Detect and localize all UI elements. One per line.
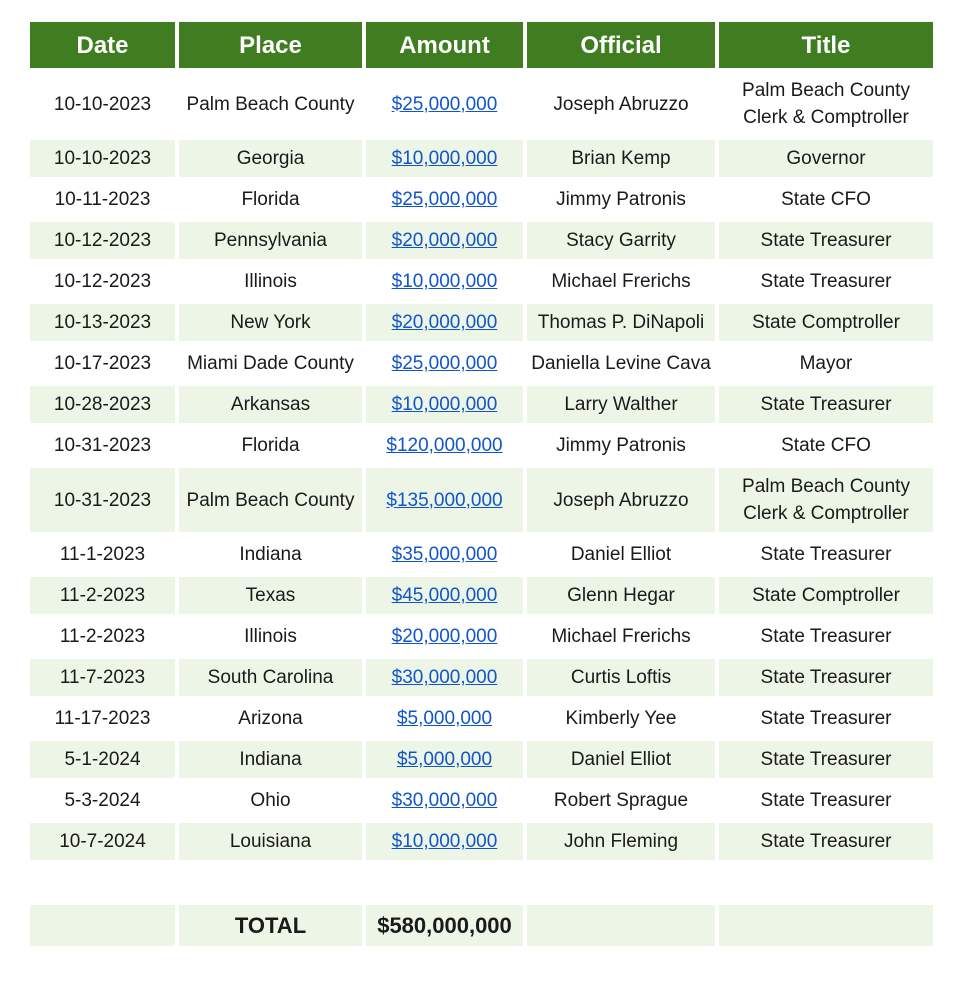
table-row <box>30 468 933 532</box>
amount-link[interactable]: $10,000,000 <box>391 394 498 415</box>
header-amount[interactable]: Amount <box>366 22 523 68</box>
place-cell[interactable]: South Carolina <box>179 659 362 696</box>
title-cell[interactable]: State Treasurer <box>760 626 892 647</box>
place-cell[interactable]: Florida <box>241 189 300 210</box>
official-cell[interactable]: Thomas P. DiNapoli <box>527 304 715 341</box>
amount-link[interactable]: $25,000,000 <box>391 189 498 210</box>
official-cell[interactable]: Stacy Garrity <box>527 222 715 259</box>
date-cell[interactable]: 5-3-2024 <box>64 790 141 811</box>
date-cell[interactable]: 10-12-2023 <box>30 222 175 259</box>
date-cell[interactable]: 10-13-2023 <box>30 304 175 341</box>
official-cell[interactable]: Kimberly Yee <box>565 708 677 729</box>
amount-cell[interactable] <box>366 222 523 259</box>
table-row <box>30 823 933 860</box>
official-cell[interactable]: Larry Walther <box>527 386 715 423</box>
amount-cell[interactable] <box>366 782 523 819</box>
amount-cell[interactable] <box>366 700 523 737</box>
date-cell[interactable]: 11-1-2023 <box>59 544 146 565</box>
amount-cell[interactable] <box>366 345 523 382</box>
amount-link[interactable]: $20,000,000 <box>391 626 498 647</box>
amount-cell[interactable] <box>366 659 523 696</box>
total-empty-cell[interactable] <box>30 905 175 946</box>
title-cell[interactable]: Governor <box>719 140 933 177</box>
official-cell[interactable]: Robert Sprague <box>553 790 689 811</box>
place-cell[interactable]: Arkansas <box>179 386 362 423</box>
place-cell[interactable]: Illinois <box>244 626 297 647</box>
header-place[interactable]: Place <box>179 22 362 68</box>
table-row <box>30 782 933 819</box>
official-cell[interactable]: Jimmy Patronis <box>556 435 686 456</box>
amount-link[interactable]: $10,000,000 <box>391 831 498 852</box>
amount-link[interactable]: $120,000,000 <box>386 435 503 456</box>
table-row <box>30 263 933 300</box>
amount-link[interactable]: $5,000,000 <box>396 749 493 770</box>
amount-cell[interactable] <box>366 741 523 778</box>
table-row <box>30 427 933 464</box>
title-cell[interactable]: State Treasurer <box>719 222 933 259</box>
title-cell[interactable]: State Treasurer <box>760 708 892 729</box>
table-row <box>30 659 933 696</box>
total-row <box>30 905 933 946</box>
amount-link[interactable]: $25,000,000 <box>391 353 498 374</box>
header-row <box>30 22 933 68</box>
table-row <box>30 577 933 614</box>
table-row <box>30 181 933 218</box>
date-cell[interactable]: 10-28-2023 <box>30 386 175 423</box>
date-cell[interactable]: 10-10-2023 <box>30 140 175 177</box>
total-empty-cell[interactable] <box>719 905 933 946</box>
date-cell[interactable]: 11-2-2023 <box>59 626 146 647</box>
title-cell[interactable]: Mayor <box>799 353 853 374</box>
header-official[interactable]: Official <box>527 22 715 68</box>
amount-link[interactable]: $45,000,000 <box>391 585 498 606</box>
amount-cell[interactable] <box>366 618 523 655</box>
place-cell[interactable]: Illinois <box>244 271 297 292</box>
date-cell[interactable]: 10-7-2024 <box>30 823 175 860</box>
amount-cell[interactable] <box>366 536 523 573</box>
official-cell[interactable]: Joseph Abruzzo <box>553 93 689 115</box>
official-cell[interactable]: Brian Kemp <box>527 140 715 177</box>
table-row <box>30 618 933 655</box>
title-cell[interactable] <box>719 72 933 136</box>
place-cell[interactable]: Miami Dade County <box>187 353 354 374</box>
table-row <box>30 72 933 136</box>
title-cell[interactable]: State Treasurer <box>719 659 933 696</box>
table-row <box>30 222 933 259</box>
date-cell[interactable]: 10-11-2023 <box>54 189 151 210</box>
official-cell[interactable]: Michael Frerichs <box>551 271 691 292</box>
table-row <box>30 345 933 382</box>
official-cell[interactable]: Jimmy Patronis <box>556 189 686 210</box>
title-text: Palm Beach County Clerk & Comptroller <box>742 80 910 128</box>
table-row <box>30 304 933 341</box>
amount-cell[interactable] <box>366 577 523 614</box>
amount-link[interactable]: $5,000,000 <box>396 708 493 729</box>
amount-cell[interactable] <box>366 427 523 464</box>
place-cell[interactable]: New York <box>179 304 362 341</box>
title-cell[interactable]: State CFO <box>781 435 871 456</box>
place-cell[interactable]: Indiana <box>239 544 302 565</box>
official-cell[interactable]: Daniel Elliot <box>527 741 715 778</box>
amount-link[interactable]: $10,000,000 <box>391 271 498 292</box>
date-cell[interactable]: 11-17-2023 <box>54 708 151 729</box>
title-cell[interactable]: State Treasurer <box>719 386 933 423</box>
title-cell[interactable]: State Treasurer <box>760 271 892 292</box>
date-cell[interactable]: 5-1-2024 <box>30 741 175 778</box>
blank-row <box>30 864 933 905</box>
date-cell[interactable]: 10-31-2023 <box>53 435 152 456</box>
official-cell[interactable]: Daniel Elliot <box>570 544 672 565</box>
title-cell[interactable]: State Treasurer <box>760 790 892 811</box>
place-cell[interactable]: Texas <box>179 577 362 614</box>
official-cell[interactable]: Daniella Levine Cava <box>531 353 711 374</box>
total-empty-cell[interactable] <box>527 905 715 946</box>
amount-cell[interactable] <box>366 72 523 136</box>
amount-cell[interactable] <box>366 304 523 341</box>
place-cell[interactable]: Georgia <box>179 140 362 177</box>
amount-link[interactable]: $20,000,000 <box>391 230 498 251</box>
official-cell[interactable]: Michael Frerichs <box>551 626 691 647</box>
date-cell[interactable]: 10-17-2023 <box>53 353 152 374</box>
header-date[interactable]: Date <box>30 22 175 68</box>
title-cell[interactable]: State Treasurer <box>719 741 933 778</box>
amount-link[interactable]: $25,000,000 <box>391 93 498 115</box>
amount-cell[interactable] <box>366 181 523 218</box>
total-amount[interactable]: $580,000,000 <box>366 905 523 946</box>
place-cell[interactable]: Palm Beach County <box>179 468 362 532</box>
place-cell[interactable]: Ohio <box>250 790 291 811</box>
date-cell[interactable]: 11-2-2023 <box>30 577 175 614</box>
amount-link[interactable]: $30,000,000 <box>391 667 498 688</box>
place-cell[interactable]: Arizona <box>238 708 303 729</box>
place-cell[interactable]: Florida <box>241 435 300 456</box>
amount-cell[interactable] <box>366 140 523 177</box>
date-cell[interactable]: 10-31-2023 <box>30 468 175 532</box>
table-row <box>30 536 933 573</box>
date-cell[interactable]: 10-12-2023 <box>53 271 152 292</box>
table-row <box>30 140 933 177</box>
amount-link[interactable]: $20,000,000 <box>391 312 498 333</box>
title-cell[interactable]: State Comptroller <box>719 304 933 341</box>
amount-cell[interactable] <box>366 468 523 532</box>
total-label[interactable]: TOTAL <box>179 905 362 946</box>
place-cell[interactable]: Louisiana <box>179 823 362 860</box>
title-cell[interactable] <box>719 468 933 532</box>
official-cell[interactable]: Glenn Hegar <box>527 577 715 614</box>
date-cell[interactable]: 10-10-2023 <box>53 93 152 115</box>
official-cell[interactable]: Curtis Loftis <box>527 659 715 696</box>
table-row <box>30 741 933 778</box>
title-text: Palm Beach County Clerk & Comptroller <box>742 476 910 524</box>
official-cell[interactable]: Joseph Abruzzo <box>527 468 715 532</box>
amount-cell[interactable] <box>366 823 523 860</box>
title-cell[interactable]: State Treasurer <box>719 823 933 860</box>
place-cell[interactable]: Palm Beach County <box>186 93 355 115</box>
amount-link[interactable]: $35,000,000 <box>391 544 498 565</box>
amount-cell[interactable] <box>366 386 523 423</box>
official-cell[interactable]: John Fleming <box>527 823 715 860</box>
title-cell[interactable]: State Treasurer <box>760 544 892 565</box>
amount-link[interactable]: $30,000,000 <box>391 790 498 811</box>
table-row <box>30 700 933 737</box>
amount-link[interactable]: $10,000,000 <box>391 148 498 169</box>
amount-link[interactable]: $135,000,000 <box>386 489 503 511</box>
place-cell[interactable]: Pennsylvania <box>179 222 362 259</box>
spreadsheet-table <box>30 22 933 950</box>
title-cell[interactable]: State Comptroller <box>719 577 933 614</box>
amount-cell[interactable] <box>366 263 523 300</box>
title-cell[interactable]: State CFO <box>781 189 871 210</box>
table-row <box>30 386 933 423</box>
place-cell[interactable]: Indiana <box>179 741 362 778</box>
date-cell[interactable]: 11-7-2023 <box>30 659 175 696</box>
header-title[interactable]: Title <box>719 22 933 68</box>
